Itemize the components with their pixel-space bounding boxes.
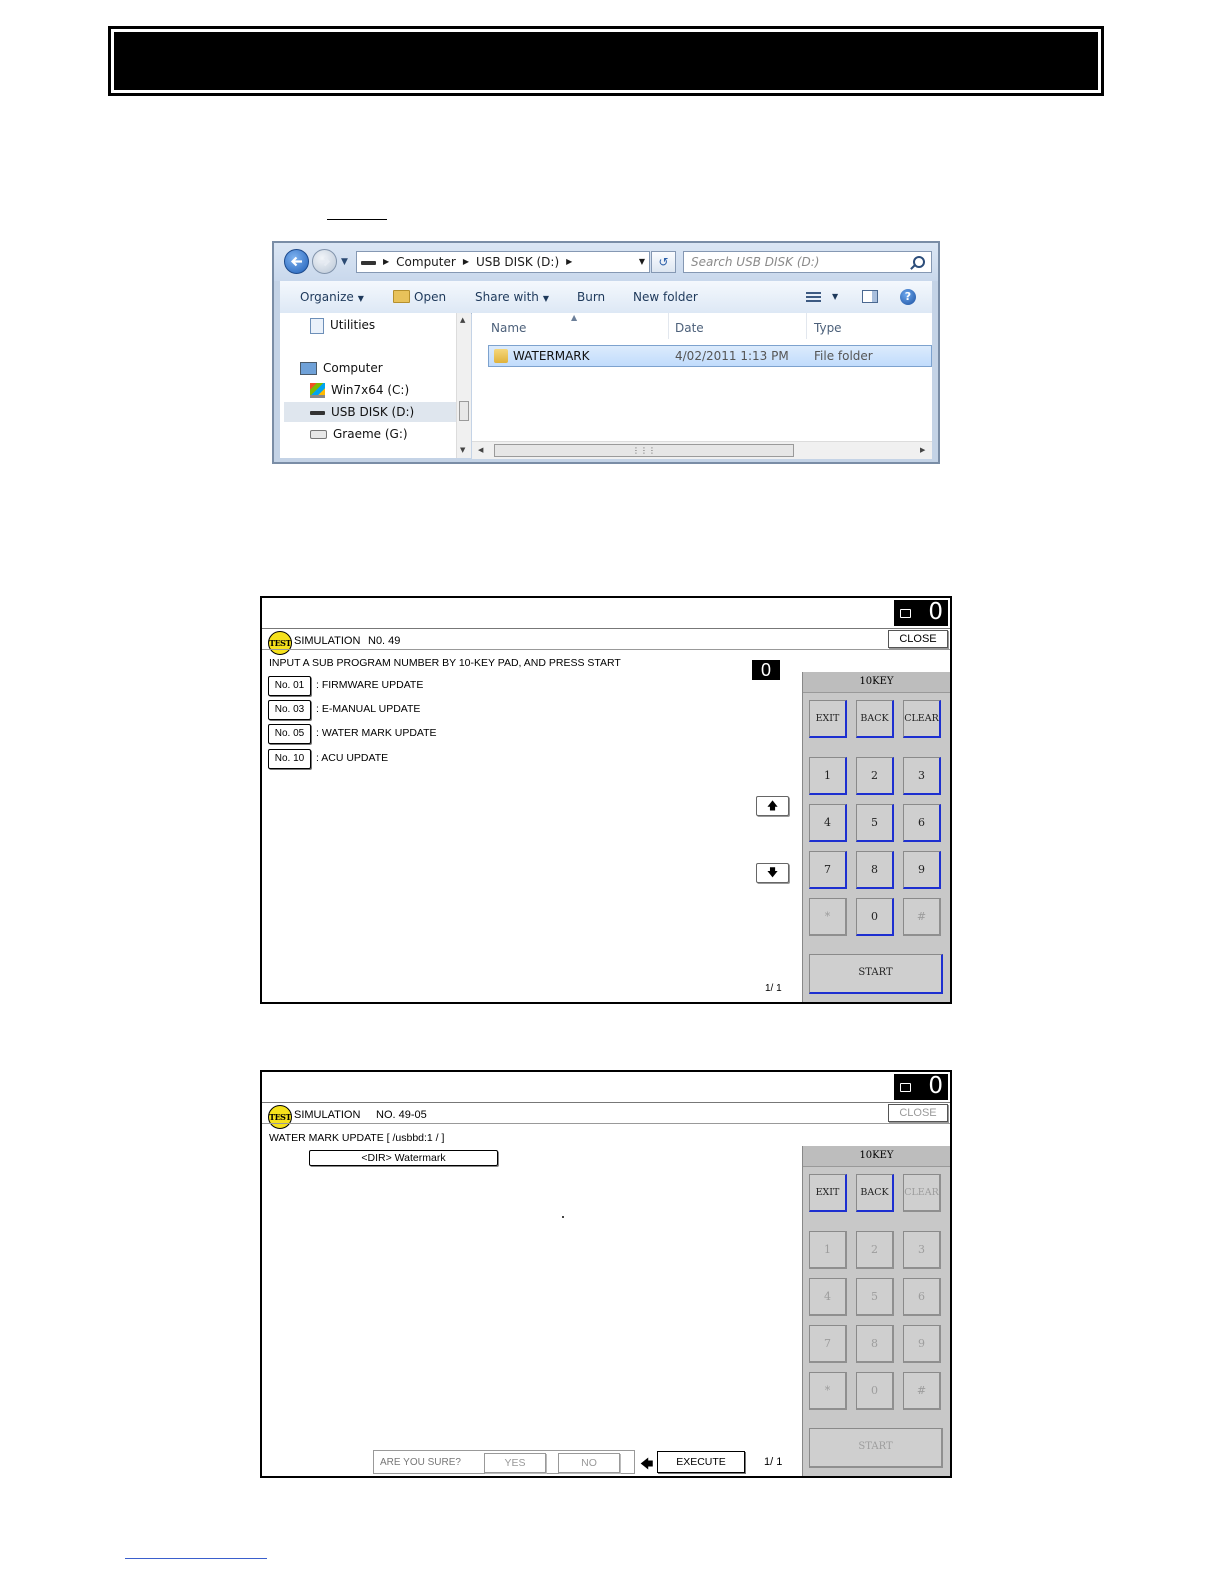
confirm-bar (373, 1450, 635, 1474)
keypad-title: 10KEY (803, 1146, 950, 1167)
nav-item-drive-c[interactable] (310, 380, 409, 400)
search-icon[interactable] (913, 256, 925, 268)
file-date: 4/02/2011 1:13 PM (675, 349, 789, 363)
back-key[interactable]: BACK (856, 1174, 894, 1212)
share-with-label: Share with (475, 290, 539, 304)
scroll-left-icon[interactable]: ◀ (478, 446, 484, 454)
stray-dot (562, 1216, 564, 1218)
counter-value: 0 (928, 1073, 943, 1099)
file-name: WATERMARK (513, 349, 590, 363)
nav-item-utilities[interactable] (310, 315, 375, 335)
key-8[interactable]: 8 (856, 1325, 894, 1363)
option-label: : ACU UPDATE (316, 752, 389, 764)
key-6[interactable]: 6 (903, 804, 941, 842)
column-type[interactable]: Type (814, 321, 842, 335)
scroll-up-button[interactable] (756, 796, 789, 816)
execute-button[interactable]: EXECUTE (657, 1451, 745, 1473)
scroll-thumb[interactable]: ⋮⋮⋮ (494, 444, 794, 457)
simulation-screen-49 (260, 596, 952, 1004)
refresh-button[interactable]: ↺ (651, 251, 676, 273)
nav-scrollbar[interactable] (456, 313, 471, 458)
view-dropdown-icon[interactable]: ▼ (832, 292, 839, 301)
option-label: : E-MANUAL UPDATE (316, 703, 421, 715)
key-7[interactable]: 7 (809, 851, 847, 889)
nav-item-drive-g[interactable] (310, 424, 408, 444)
key-4[interactable]: 4 (809, 1278, 847, 1316)
start-key[interactable]: START (809, 1428, 943, 1468)
start-key[interactable]: START (809, 954, 943, 994)
divider (262, 1102, 950, 1103)
explorer-window (272, 241, 940, 464)
breadcrumb-computer[interactable]: Computer (396, 255, 456, 269)
scroll-up-icon[interactable]: ▲ (460, 316, 466, 324)
nav-item-computer[interactable] (300, 358, 383, 378)
test-mode-icon: TEST (268, 631, 292, 655)
underline-mark (327, 219, 387, 220)
sort-ascending-icon: ▲ (571, 313, 578, 322)
key-8[interactable]: 8 (856, 851, 894, 889)
clear-key[interactable]: CLEAR (903, 1174, 941, 1212)
simulation-number: NO. 49-05 (376, 1109, 427, 1121)
key-2[interactable]: 2 (856, 1231, 894, 1269)
key-6[interactable]: 6 (903, 1278, 941, 1316)
copy-icon (900, 609, 911, 618)
recent-pages-dropdown-icon[interactable]: ▼ (341, 257, 348, 267)
nav-item-label: Utilities (330, 318, 376, 332)
copy-counter (894, 600, 948, 626)
option-button-01[interactable]: No. 01 (268, 676, 311, 696)
key-star[interactable]: * (809, 1372, 847, 1410)
exit-key[interactable]: EXIT (809, 1174, 847, 1212)
key-hash[interactable]: # (903, 898, 941, 936)
search-input[interactable] (683, 251, 932, 273)
open-folder-icon (393, 290, 410, 303)
key-2[interactable]: 2 (856, 757, 894, 795)
organize-menu[interactable] (300, 281, 364, 315)
folder-icon (494, 349, 508, 363)
scroll-down-button[interactable] (756, 863, 789, 883)
simulation-number: N0. 49 (368, 635, 401, 647)
header-fill (114, 32, 1098, 90)
preview-pane-icon[interactable] (862, 290, 878, 303)
no-button[interactable]: NO (558, 1453, 620, 1473)
close-button[interactable]: CLOSE (888, 1104, 948, 1122)
page-header-bar (108, 26, 1104, 96)
navigation-pane (280, 313, 470, 458)
option-button-03[interactable]: No. 03 (268, 700, 311, 720)
instruction-text: WATER MARK UPDATE [ /usbbd:1 / ] (269, 1132, 445, 1144)
chevron-down-icon: ▼ (542, 294, 550, 303)
page-indicator: 1/ 1 (765, 983, 782, 994)
key-5[interactable]: 5 (856, 804, 894, 842)
chevron-down-icon: ▼ (357, 294, 364, 303)
column-name[interactable]: Name (491, 321, 527, 335)
network-drive-icon (310, 430, 327, 439)
simulation-title: SIMULATION (294, 1109, 361, 1121)
open-label: Open (414, 290, 447, 304)
key-0[interactable]: 0 (856, 898, 894, 936)
arrow-left-icon: 🡄 (640, 1456, 654, 1471)
help-icon[interactable]: ? (900, 289, 916, 305)
column-date[interactable]: Date (675, 321, 704, 335)
arrow-down-icon: 🡇 (766, 867, 779, 879)
confirm-question: ARE YOU SURE? (380, 1457, 461, 1468)
nav-item-label: Graeme (G:) (333, 427, 408, 441)
address-dropdown-icon[interactable]: ▼ (638, 257, 645, 266)
file-row-watermark[interactable] (488, 345, 932, 367)
key-0[interactable]: 0 (856, 1372, 894, 1410)
ten-key-pad (802, 1146, 950, 1476)
simulation-title: SIMULATION (294, 635, 361, 647)
computer-icon (300, 362, 317, 375)
nav-item-drive-d[interactable] (284, 402, 456, 422)
exit-key[interactable]: EXIT (809, 700, 847, 738)
forward-arrow-icon (317, 254, 332, 269)
open-button[interactable] (393, 281, 446, 313)
key-star[interactable]: * (809, 898, 847, 936)
crumb-separator-icon[interactable]: ▶ (462, 257, 469, 266)
simulation-screen-49-05 (260, 1070, 952, 1478)
option-button-05[interactable]: No. 05 (268, 724, 311, 744)
counter-value: 0 (928, 599, 943, 625)
windows-drive-icon (310, 383, 325, 398)
option-label: : FIRMWARE UPDATE (316, 679, 424, 691)
column-divider[interactable] (668, 313, 669, 339)
crumb-separator-icon[interactable]: ▶ (566, 257, 573, 266)
key-3[interactable]: 3 (903, 1231, 941, 1269)
test-mode-icon: TEST (268, 1105, 292, 1129)
key-9[interactable]: 9 (903, 851, 941, 889)
nav-item-label: Computer (323, 361, 383, 375)
change-view-icon[interactable] (806, 292, 821, 303)
divider (262, 1123, 950, 1124)
usb-drive-icon (310, 411, 325, 415)
burn-button[interactable]: Burn (577, 290, 606, 304)
command-bar (280, 281, 932, 314)
key-3[interactable]: 3 (903, 757, 941, 795)
search-placeholder: Search USB DISK (D:) (691, 255, 820, 269)
address-bar[interactable] (356, 251, 650, 273)
instruction-text: INPUT A SUB PROGRAM NUMBER BY 10-KEY PAD, AND PRESS START (269, 657, 621, 669)
key-5[interactable]: 5 (856, 1278, 894, 1316)
key-1[interactable]: 1 (809, 757, 847, 795)
scroll-down-icon[interactable]: ▼ (460, 446, 466, 454)
forward-button[interactable] (312, 249, 337, 274)
key-7[interactable]: 7 (809, 1325, 847, 1363)
back-key[interactable]: BACK (856, 700, 894, 738)
option-label: : WATER MARK UPDATE (316, 727, 437, 739)
share-with-menu[interactable] (475, 281, 549, 315)
horizontal-scrollbar[interactable] (472, 441, 932, 459)
drive-icon (361, 261, 376, 265)
keypad-title: 10KEY (803, 672, 950, 693)
new-folder-button[interactable]: New folder (633, 290, 698, 304)
organize-label: Organize (300, 290, 354, 304)
crumb-separator-icon[interactable]: ▶ (383, 257, 390, 266)
input-display: 0 (752, 660, 780, 680)
key-hash[interactable]: # (903, 1372, 941, 1410)
scroll-right-icon[interactable]: ▶ (920, 446, 926, 454)
copy-counter (894, 1074, 948, 1100)
divider (262, 628, 950, 629)
clear-key[interactable]: CLEAR (903, 700, 941, 738)
option-button-10[interactable]: No. 10 (268, 749, 311, 769)
folder-library-icon (310, 318, 324, 334)
nav-item-label: Win7x64 (C:) (331, 383, 410, 397)
divider (262, 649, 950, 650)
breadcrumb-usb-disk[interactable]: USB DISK (D:) (475, 255, 560, 269)
back-arrow-icon (289, 254, 304, 269)
arrow-up-icon: 🡅 (766, 800, 779, 812)
nav-item-label: USB DISK (D:) (331, 405, 415, 419)
file-list (472, 313, 932, 458)
ten-key-pad (802, 672, 950, 1002)
column-divider[interactable] (806, 313, 807, 339)
file-type: File folder (814, 349, 873, 363)
back-button[interactable] (284, 249, 309, 274)
footer-link-underline (125, 1558, 267, 1559)
address-row (274, 243, 938, 281)
key-9[interactable]: 9 (903, 1325, 941, 1363)
yes-button[interactable]: YES (484, 1453, 546, 1473)
page-indicator: 1/ 1 (764, 1456, 783, 1468)
key-4[interactable]: 4 (809, 804, 847, 842)
directory-entry[interactable]: <DIR> Watermark (309, 1150, 498, 1166)
key-1[interactable]: 1 (809, 1231, 847, 1269)
copy-icon (900, 1083, 911, 1092)
close-button[interactable]: CLOSE (888, 630, 948, 648)
scroll-thumb[interactable] (459, 401, 469, 421)
